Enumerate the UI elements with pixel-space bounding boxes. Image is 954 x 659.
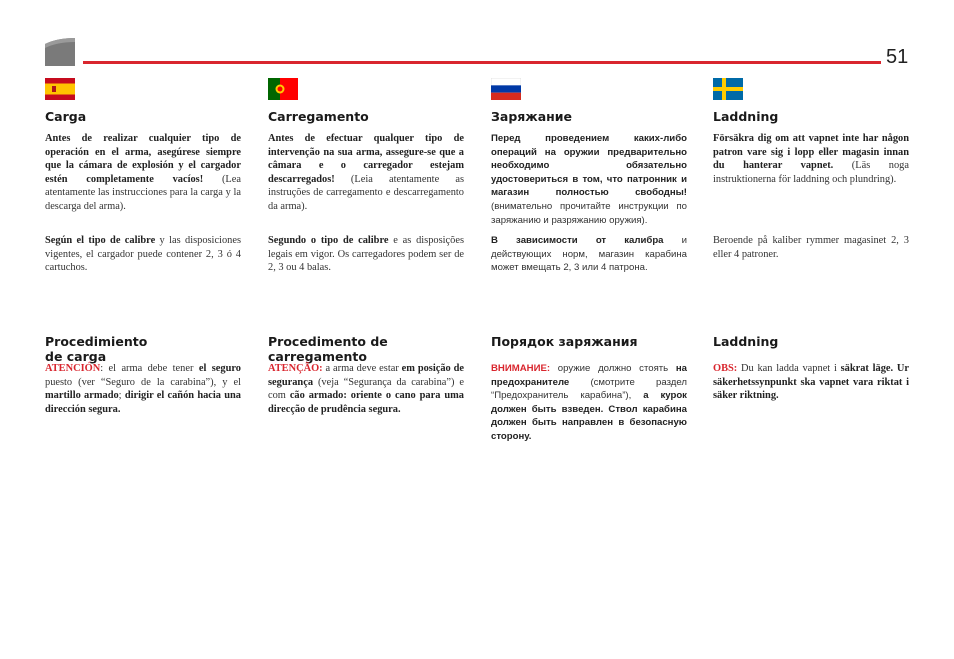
paragraph-procedure: [45, 362, 241, 416]
paragraph-calibre: [713, 234, 909, 261]
paragraph-calibre: [268, 234, 464, 275]
subsection-title: Порядок заряжания: [491, 334, 638, 349]
warning-label: ATENCIÓN: [45, 363, 101, 374]
text-run: (veja “Segurança da carabina”) e com: [268, 376, 464, 402]
bold-text: el seguro: [198, 363, 241, 374]
text-run: puesto (ver “Seguro de la carabina”), y el: [45, 376, 241, 388]
warning-label: ATENÇÃO:: [268, 363, 323, 374]
text-run: оружие должно стоять: [550, 363, 676, 374]
column-portuguese: [268, 78, 464, 415]
bold-text: dirigir el cañón hacia una dirección segura.: [45, 390, 241, 415]
text-run: e as disposições legais em vigor. Os carregadores podem ser de 2, 3 ou 4 balas.: [268, 235, 464, 274]
paragraph-procedure: [491, 362, 687, 444]
paragraph-intro: [45, 132, 241, 214]
column-russian: [491, 78, 687, 442]
paragraph-calibre: [45, 234, 241, 275]
bold-text: Antes de realizar cualquier tipo de operación en el arma, asegúrese siempre que la cámara de explosión y el cargador estén completamente vacíos!: [45, 133, 241, 185]
bold-text: Según el tipo de calibre: [45, 235, 156, 246]
text-run: : el arma debe tener: [100, 363, 199, 374]
paragraph-intro: [491, 132, 687, 227]
bold-text: em posição de segurança: [268, 363, 464, 388]
paragraph-intro: [713, 132, 909, 186]
bold-text: Перед проведением каких-либо операций на оружии предварительно необходимо обязательно удостовериться в том, что патронник и магазин полностью свободны!: [491, 133, 687, 199]
bold-text: а курок должен быть взведен. Ствол карабина должен быть направлен в безопасную сторону.: [491, 390, 687, 442]
bold-text: cão armado: oriente o cano para uma direcção de prudência segura.: [268, 390, 464, 415]
bold-text: martillo armado: [45, 390, 119, 402]
header-rule: [83, 61, 881, 64]
text-run: (Lea atentamente las instrucciones para la carga y la descarga del arma).: [45, 173, 241, 212]
text-run: Beroende på kaliber rymmer magasinet 2, 3 eller 4 patroner.: [713, 235, 909, 260]
text-run: (Leia atentamente as instruções de carregamento e descarregamento da arma).: [268, 173, 464, 212]
section-title: Carregamento: [268, 109, 369, 124]
bold-text: В зависимости от калибра: [491, 235, 664, 246]
subsection-title: Procedimiento de carga: [45, 334, 148, 364]
bold-text: Segundo o tipo de calibre: [268, 235, 389, 246]
russia-flag-icon: [491, 78, 521, 100]
text-run: (Läs noga instruktionerna för laddning och plundring).: [713, 160, 909, 185]
warning-label: OBS:: [713, 363, 738, 374]
paragraph-procedure: [713, 362, 909, 403]
paragraph-calibre: [491, 234, 687, 275]
section-title: Laddning: [713, 109, 779, 124]
subsection-title: Procedimento de carregamento: [268, 334, 388, 364]
bold-text: Försäkra dig om att vapnet inte har någon patron vare sig i lopp eller magasin innan du hanterar vapnet.: [713, 133, 909, 172]
text-run: ;: [118, 390, 125, 402]
column-swedish: [713, 78, 909, 402]
spain-flag-icon: [45, 78, 75, 100]
bold-text: Antes de efectuar qualquer tipo de intervenção na sua arma, assegure-se que a câmara e o carregador estejam descarregados!: [268, 133, 464, 185]
text-run: (внимательно прочитайте инструкции по заряжанию и разряжанию оружия).: [491, 200, 687, 226]
paragraph-intro: [268, 132, 464, 214]
column-spanish: [45, 78, 241, 415]
portugal-flag-icon: [268, 78, 298, 100]
text-run: Du kan ladda vapnet i: [737, 363, 841, 374]
bold-text: на предохранителе: [491, 363, 687, 388]
text-run: (смотрите раздел “Предохранитель карабина”),: [491, 376, 687, 402]
page-number: 51: [886, 46, 909, 68]
text-run: a arma deve estar: [322, 363, 402, 374]
text-run: y las disposiciones vigentes, el cargador puede contener 2, 3 ó 4 cartuchos.: [45, 235, 241, 274]
subsection-title: Laddning: [713, 334, 779, 349]
bold-text: säkrat läge. Ur säkerhetssynpunkt ska vapnet vara riktat i säker riktning.: [713, 363, 909, 402]
section-title: Заряжание: [491, 109, 573, 124]
paragraph-procedure: [268, 362, 464, 416]
text-run: и действующих норм, магазин карабина может вмещать 2, 3 или 4 патрона.: [491, 235, 687, 274]
brand-logo-icon: [45, 38, 75, 66]
sweden-flag-icon: [713, 78, 743, 100]
warning-label: ВНИМАНИЕ:: [491, 363, 551, 374]
section-title: Carga: [45, 109, 87, 124]
